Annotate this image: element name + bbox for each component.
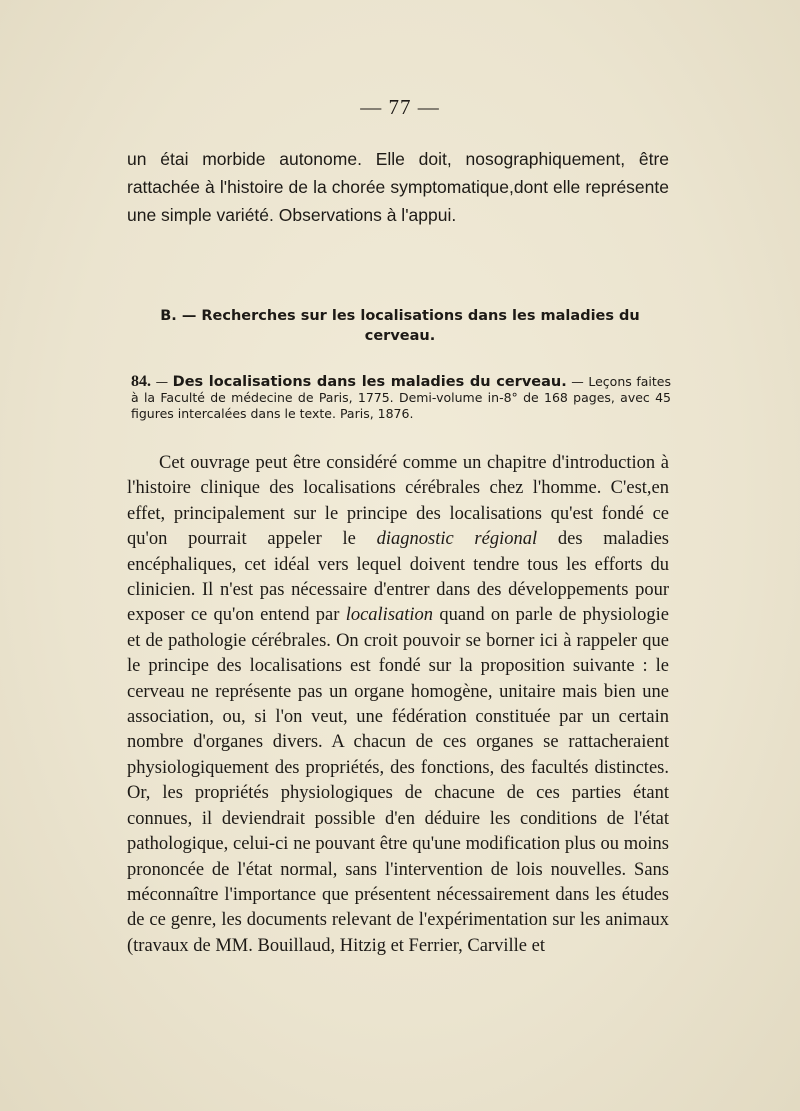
section-title: Recherches sur les localisations dans les maladies du cerveau. (201, 308, 640, 344)
entry-number: 84. (131, 373, 151, 390)
entry-title: Des localisations dans les maladies du cerveau. (172, 374, 567, 390)
bibliography-entry (131, 374, 671, 422)
intro-text: un étai morbide autonome. Elle doit, nosographiquement, être rattachée à l'histoire de la chorée symptomatique,dont elle représente une simple variété. Observations à l'appui. (127, 149, 669, 225)
body-text (127, 451, 669, 959)
entry-details: — Leçons faites à la Faculté de médecine de Paris, 1775. Demi-volume in-8° de 168 pages, avec 45 figures intercalées dans le texte. Paris, 1876. (131, 374, 671, 421)
body-emphasis-localisation: localisation (345, 605, 434, 626)
body-paragraph (127, 451, 669, 959)
page-number: — 77 — (360, 95, 440, 119)
body-part-1: Cet ouvrage peut être considéré comme un chapitre d'introduction à l'histoire clinique des localisations cérébrales chez l'homme. C'est,en effet, principalement sur le principe des localisations qu'est fondé ce qu'on pourrait appeler le (127, 453, 669, 550)
entry-dash: — (155, 374, 169, 389)
section-heading (150, 306, 650, 346)
body-part-3: quand on parle de physiologie et de pathologie cérébrales. On croit pouvoir se borner ici à rappeler que le principe des localisations est fondé sur la proposition suivante : le cerveau ne représente pas un organe homogène, unitaire mais bien une association, ou, si l'on veut, une fédération constituée par un certain nombre d'organes divers. A chacun de ces organes se rattacheraient physiologiquement des propriétés, des fonctions, des facultés distinctes. Or, les propriétés physiologiques de chacune de ces parties étant connues, il deviendrait possible d'en déduire les conditions de l'état pathologique, celui-ci ne pouvant être qu'une modification plus ou moins prononcée de l'état normal, sans l'intervention de lois nouvelles. Sans méconnaître l'importance que présentent nécessairement dans les études de ce genre, les documents relevant de l'expérimentation sur les animaux (travaux de MM. Bouillaud, Hitzig et Ferrier, Carville et (127, 605, 669, 956)
section-label: B. — (160, 308, 197, 324)
intro-paragraph (127, 145, 669, 229)
body-emphasis-diagnostic: diagnostic régional (376, 529, 538, 550)
body-part-2: des maladies encéphaliques, cet idéal vers lequel doivent tendre tous les efforts du clinicien. Il n'est pas nécessaire d'entrer dans des développements pour exposer ce qu'on entend par (127, 529, 670, 626)
